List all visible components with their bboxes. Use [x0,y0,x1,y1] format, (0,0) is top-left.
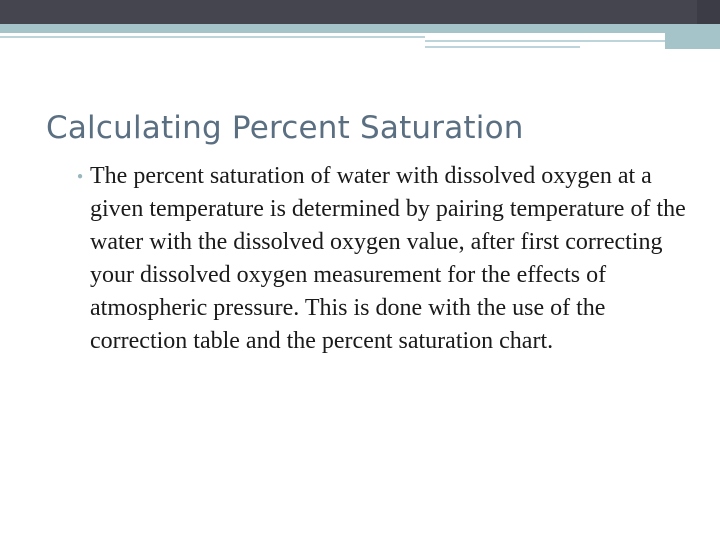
slide-title: Calculating Percent Saturation [46,110,524,146]
header-accent-line [0,36,425,38]
bullet-text: The percent saturation of water with dissolved oxygen at a given temperature is determined by pairing temperature of the water with the dissolved oxygen value, after first correcting your dissolved oxygen measurement for the effects of atmospheric pressure. This is done with the use of the correction table and the percent saturation chart. [90,163,686,354]
bullet-item [70,160,690,358]
header-dark-bar [0,0,720,24]
bullet-list [70,160,690,358]
header-accent-line [425,46,580,48]
header-accent-line [425,40,665,42]
header-dark-corner [697,0,720,24]
header-accent-corner [665,33,720,49]
bullet-marker: • [75,168,85,186]
header-accent-bar [0,24,720,33]
